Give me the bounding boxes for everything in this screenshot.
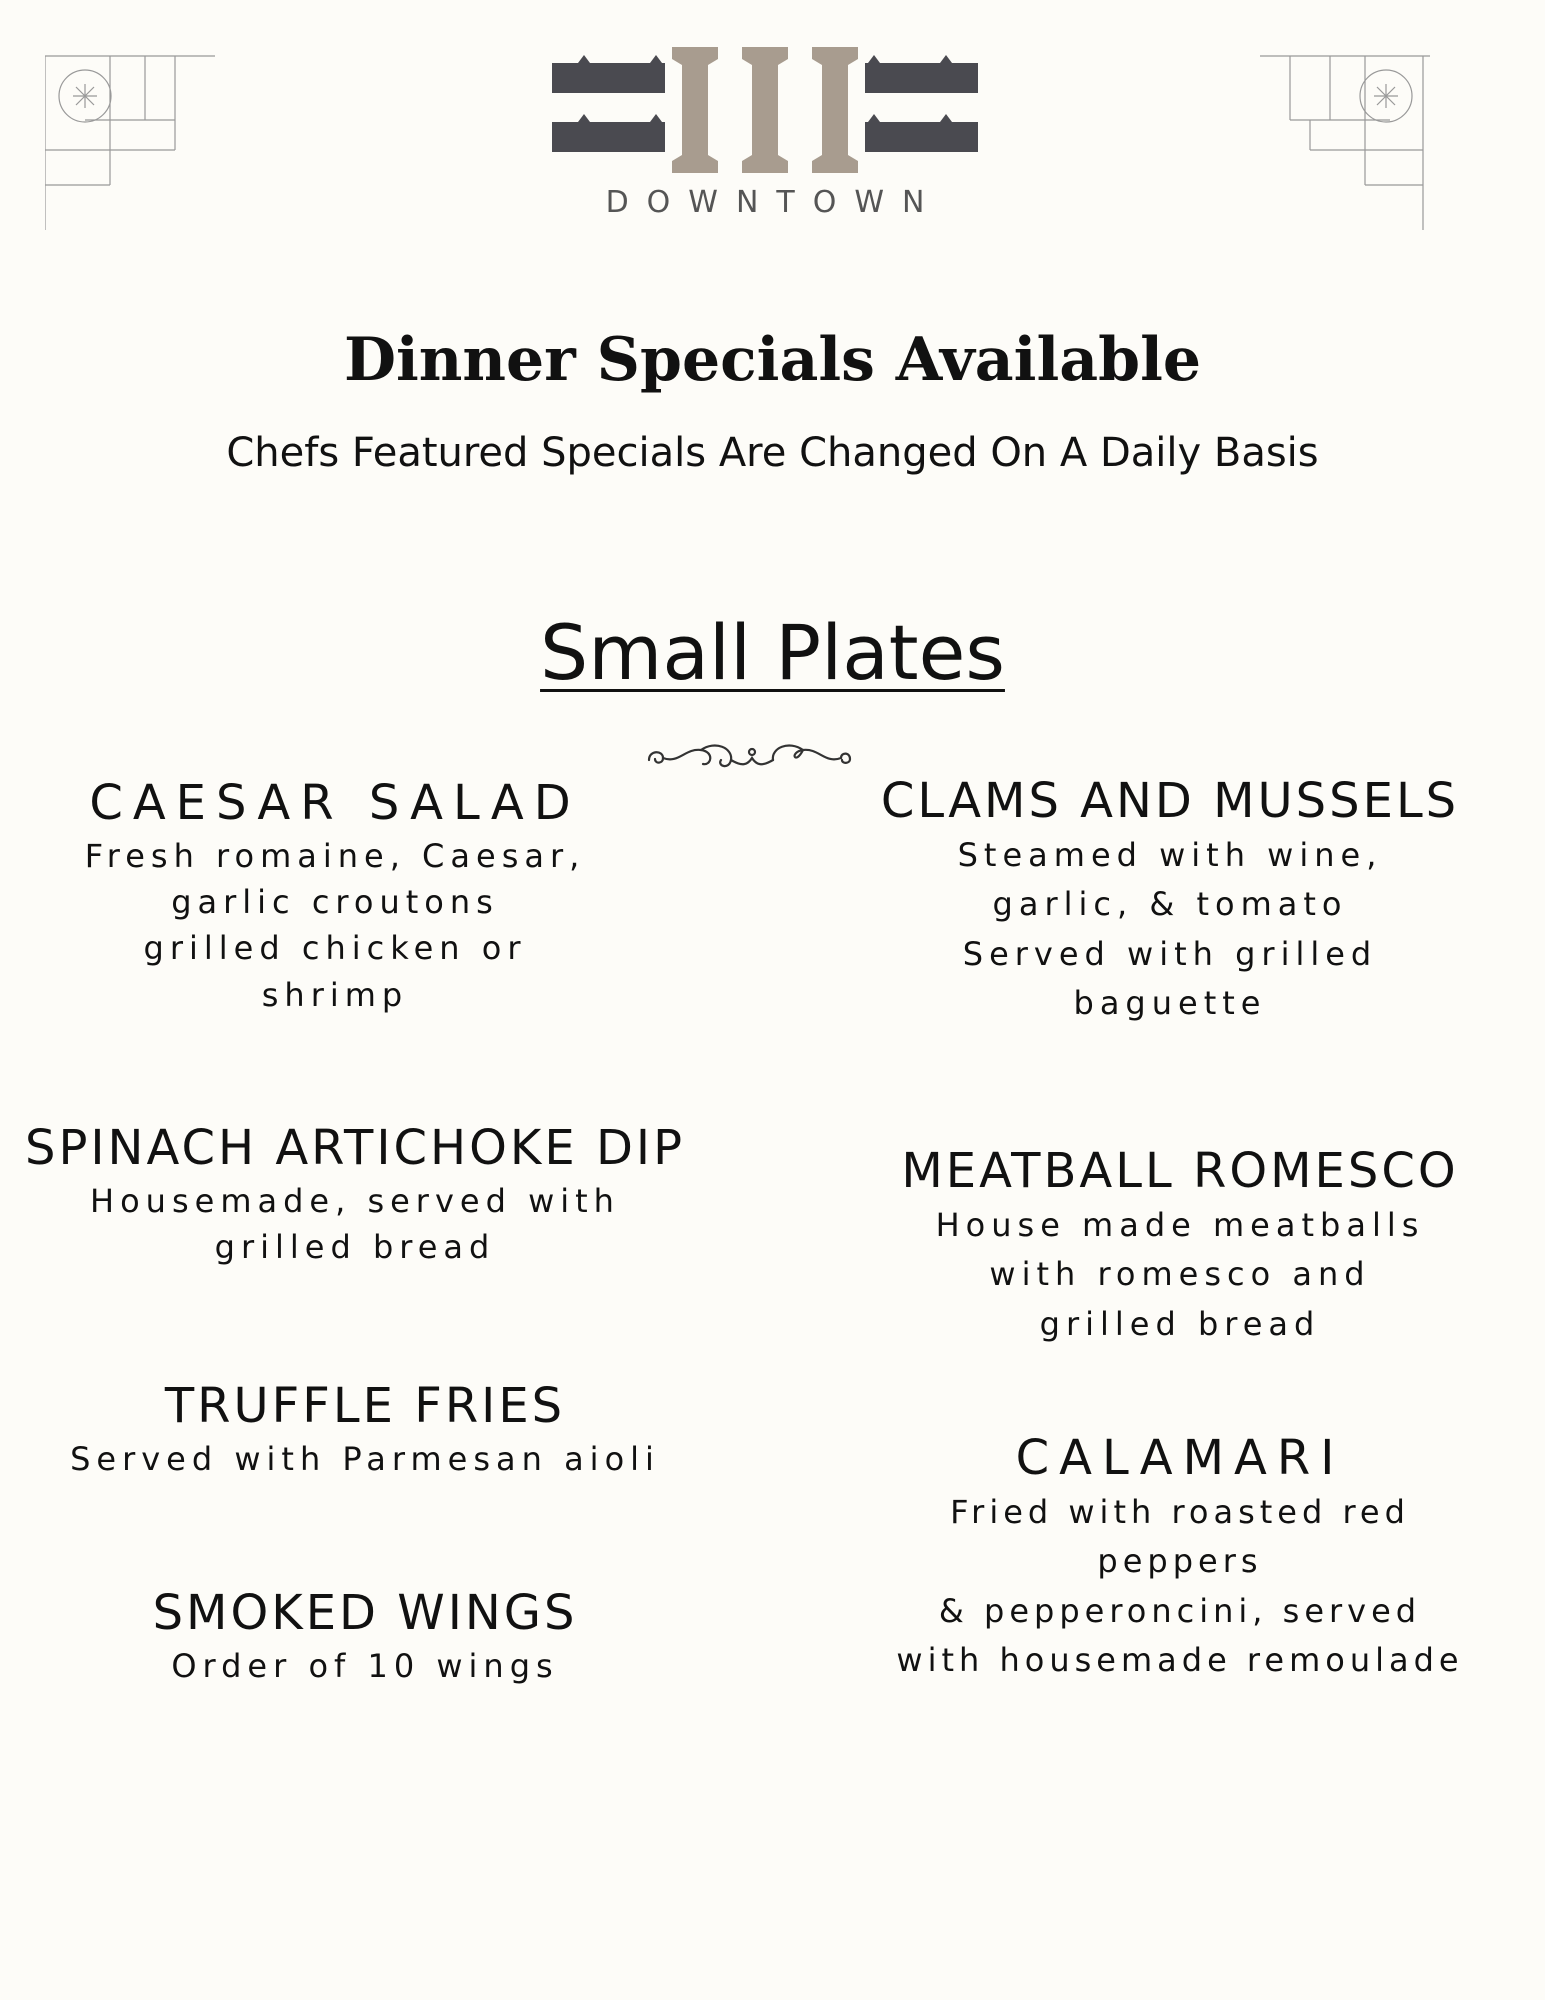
desc-line: garlic croutons bbox=[171, 882, 499, 921]
menu-item-name: SPINACH ARTICHOKE DIP bbox=[24, 1120, 686, 1176]
desc-line: Fried with roasted red bbox=[950, 1492, 1410, 1531]
desc-line: & pepperoncini, served bbox=[938, 1591, 1422, 1630]
menu-item-name: CALAMARI bbox=[1015, 1430, 1345, 1486]
menu-item-caesar-salad bbox=[40, 775, 630, 1018]
desc-line: grilled bread bbox=[1039, 1304, 1321, 1343]
menu-item-name: CLAMS AND MUSSELS bbox=[880, 773, 1460, 829]
menu-item-clams-and-mussels bbox=[860, 773, 1480, 1029]
restaurant-logo bbox=[550, 45, 980, 225]
page-title: Dinner Specials Available bbox=[343, 325, 1202, 395]
menu-item-description bbox=[860, 831, 1480, 1029]
desc-line: Fresh romaine, Caesar, bbox=[84, 836, 586, 875]
desc-line: with romesco and bbox=[989, 1255, 1371, 1294]
menu-item-calamari bbox=[860, 1430, 1500, 1686]
corner-ornament-right-icon bbox=[1250, 50, 1430, 230]
desc-line: Served with Parmesan aioli bbox=[70, 1439, 660, 1478]
menu-item-description bbox=[40, 833, 630, 1019]
desc-line: peppers bbox=[1097, 1542, 1263, 1581]
menu-item-meatball-romesco bbox=[870, 1143, 1490, 1349]
desc-line: shrimp bbox=[261, 975, 409, 1014]
desc-line: with housemade remoulade bbox=[896, 1641, 1464, 1680]
desc-line: House made meatballs bbox=[935, 1205, 1425, 1244]
desc-line: baguette bbox=[1073, 984, 1267, 1023]
menu-item-truffle-fries bbox=[40, 1378, 690, 1482]
menu-item-name: SMOKED WINGS bbox=[152, 1585, 578, 1641]
desc-line: Order of 10 wings bbox=[171, 1646, 559, 1685]
desc-line: Steamed with wine, bbox=[957, 835, 1383, 874]
menu-item-description bbox=[860, 1488, 1500, 1686]
menu-item-description bbox=[870, 1201, 1490, 1350]
menu-item-description bbox=[20, 1178, 690, 1271]
desc-line: Served with grilled bbox=[962, 934, 1378, 973]
flourish-divider-icon bbox=[645, 730, 860, 780]
section-title: Small Plates bbox=[540, 608, 1005, 697]
page-subtitle: Chefs Featured Specials Are Changed On A Daily Basis bbox=[226, 430, 1319, 476]
menu-item-name: MEATBALL ROMESCO bbox=[901, 1143, 1459, 1199]
desc-line: Housemade, served with bbox=[90, 1181, 620, 1220]
corner-ornament-left-icon bbox=[45, 50, 225, 230]
menu-item-name: CAESAR SALAD bbox=[89, 775, 581, 831]
menu-item-name: TRUFFLE FRIES bbox=[164, 1378, 566, 1434]
desc-line: grilled bread bbox=[214, 1227, 496, 1266]
three-pillar-logo-icon bbox=[550, 45, 980, 180]
desc-line: grilled chicken or bbox=[143, 929, 527, 968]
logo-wordmark: DOWNTOWN bbox=[605, 185, 943, 220]
desc-line: garlic, & tomato bbox=[992, 885, 1348, 924]
menu-item-smoked-wings bbox=[40, 1585, 690, 1689]
menu-item-description bbox=[40, 1436, 690, 1482]
menu-item-spinach-artichoke-dip bbox=[20, 1120, 690, 1270]
menu-item-description bbox=[40, 1643, 690, 1689]
